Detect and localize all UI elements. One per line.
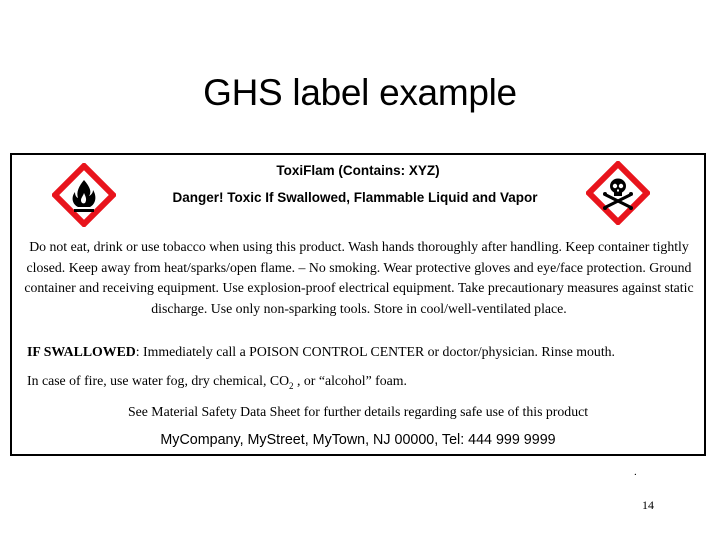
supplier-info: MyCompany, MyStreet, MyTown, NJ 00000, Tel: 444 999 9999: [160, 432, 556, 448]
slide-title: GHS label example: [203, 72, 517, 113]
fire-text-after: , or “alcohol” foam.: [293, 373, 407, 388]
ghs-label: [10, 153, 706, 456]
fire-response-statement: [27, 373, 707, 391]
signal-word-hazard-statement: Danger! Toxic If Swallowed, Flammable Liquid and Vapor: [172, 190, 538, 205]
precautionary-statements: Do not eat, drink or use tobacco when using this product. Wash hands thoroughly after handling. Keep container tightly closed. Keep away from heat/sparks/open flame. – No smoking. Wear protective gloves and eye/face protection. Ground container and receiving equipment. Use explosion-proof electrical equipment. Take precautionary measures against static discharge. Use only non-sparking tools. Store in cool/well-ventilated place.: [24, 239, 694, 316]
response-heading: IF SWALLOWED: [27, 344, 136, 359]
response-text: : Immediately call a POISON CONTROL CENTER or doctor/physician. Rinse mouth.: [135, 344, 615, 359]
page-number: 14: [642, 498, 654, 512]
fire-subscript: 2: [289, 380, 294, 391]
stray-mark: .: [634, 466, 637, 478]
fire-text-before: In case of fire, use water fog, dry chemical, CO: [27, 373, 290, 388]
product-identifier: ToxiFlam (Contains: XYZ): [276, 163, 440, 178]
response-statement: [27, 344, 707, 360]
msds-reference: See Material Safety Data Sheet for further details regarding safe use of this product: [127, 404, 589, 419]
